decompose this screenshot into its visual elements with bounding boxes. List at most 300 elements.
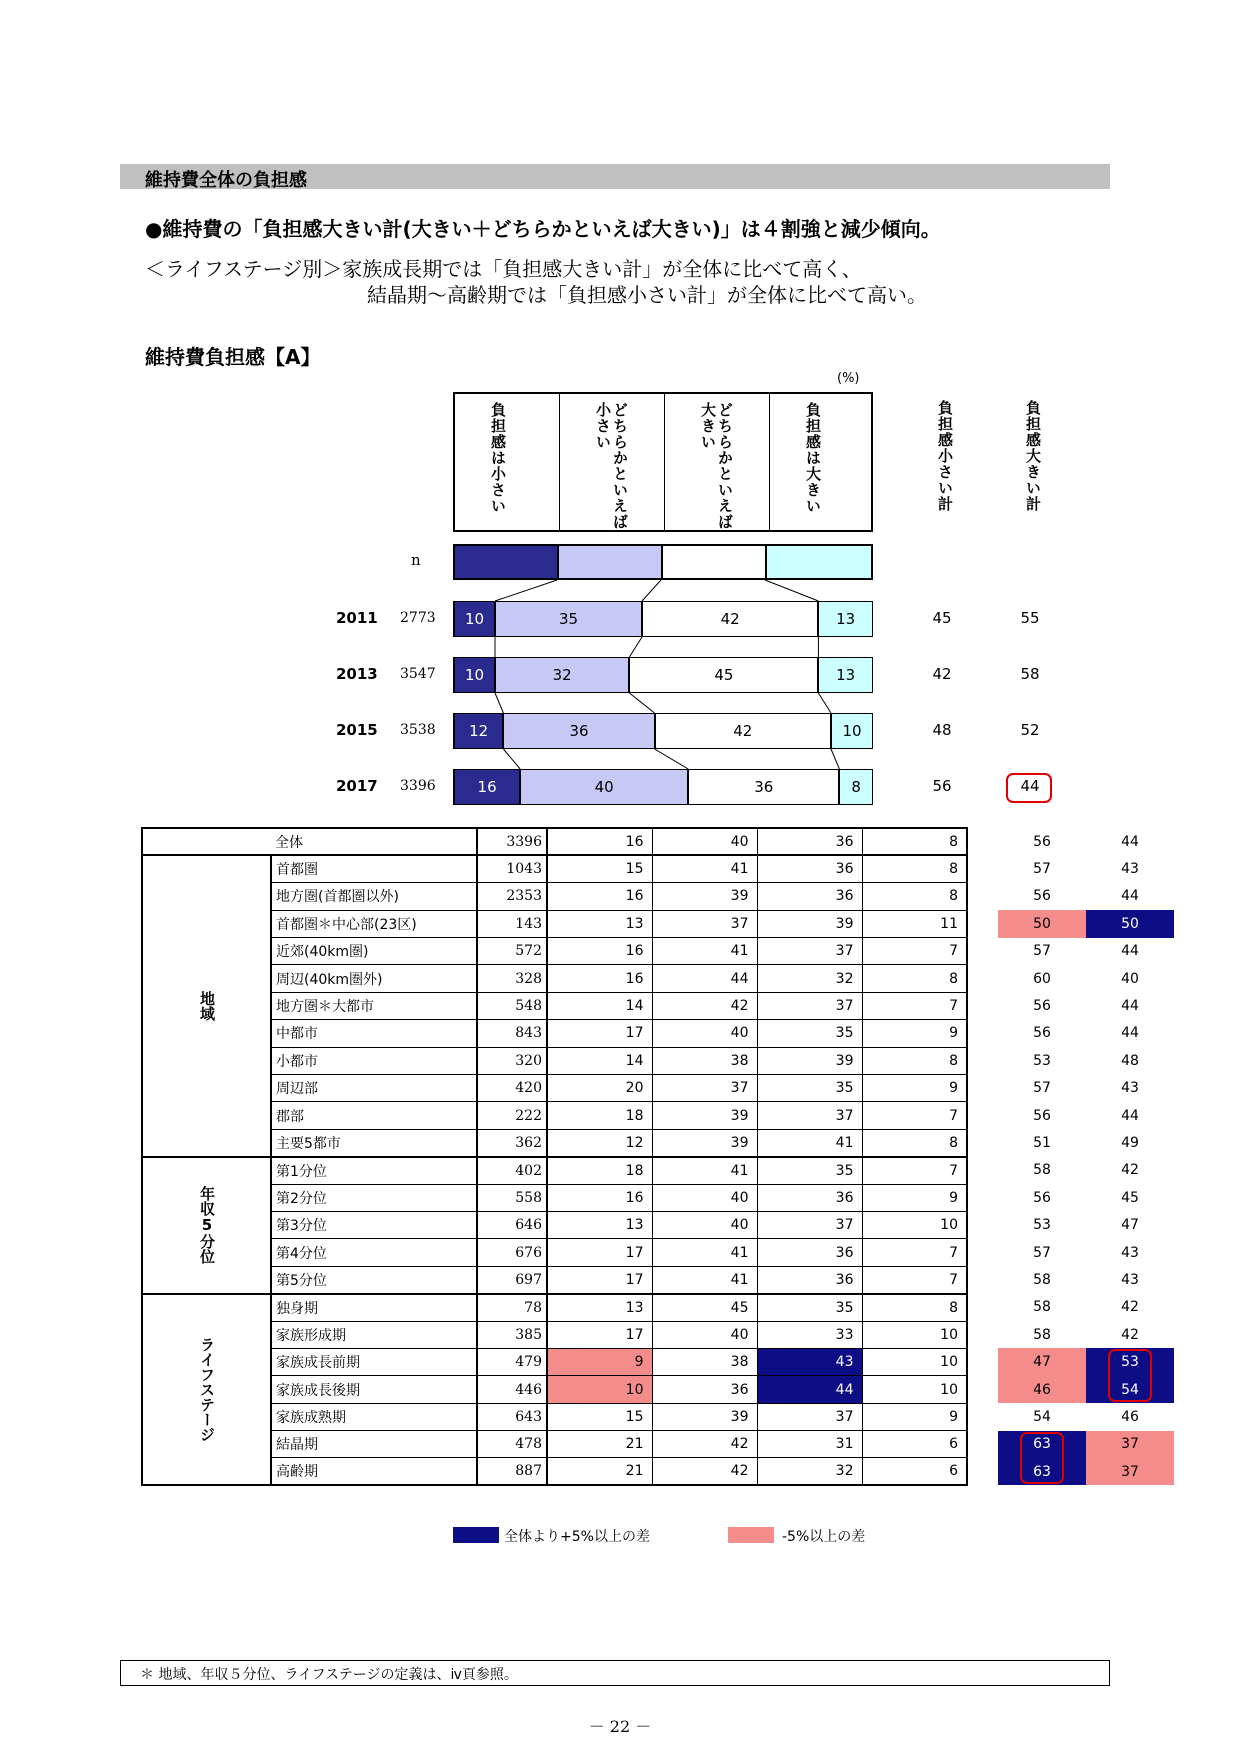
connector-line — [831, 749, 839, 769]
connector-line — [818, 693, 831, 713]
row-value-4: 7 — [862, 992, 967, 1019]
row-value-2: 41 — [652, 1157, 757, 1184]
row-value-3: 31 — [757, 1431, 862, 1458]
row-value-2: 41 — [652, 855, 757, 882]
row-value-2: 37 — [652, 910, 757, 937]
spacer — [967, 1129, 998, 1156]
row-large-total: 42 — [1121, 1162, 1139, 1179]
bar-segment: 32 — [495, 657, 629, 693]
row-label: 中都市 — [271, 1020, 477, 1047]
row-large-total: 44 — [1121, 1025, 1139, 1042]
row-value-4: 6 — [862, 1458, 967, 1485]
row-n: 2353 — [477, 883, 547, 910]
row-value-1: 13 — [547, 1211, 652, 1238]
row-value-2: 41 — [652, 938, 757, 965]
row-n: 143 — [477, 910, 547, 937]
bar-segment: 10 — [453, 657, 495, 693]
row-value-3: 39 — [757, 910, 862, 937]
table-row — [142, 1047, 1174, 1074]
row-value-2: 39 — [652, 1403, 757, 1430]
breakdown-table — [141, 827, 1175, 1486]
row-n: 78 — [477, 1294, 547, 1321]
bar-n-label: 3396 — [400, 778, 436, 794]
bar-n-label: 2773 — [400, 610, 436, 626]
row-small-total: 57 — [1033, 1080, 1051, 1097]
row-small-total: 56 — [1033, 1189, 1051, 1206]
row-value-4: 8 — [862, 1047, 967, 1074]
bar-segment: 36 — [688, 769, 839, 805]
table-row — [142, 1157, 1174, 1184]
row-large-total: 44 — [1121, 998, 1139, 1015]
row-value-4: 7 — [862, 1266, 967, 1293]
row-value-3: 37 — [757, 1211, 862, 1238]
highlight-box — [1020, 1432, 1064, 1485]
row-small-total: 60 — [1033, 970, 1051, 987]
row-large-total: 44 — [1121, 943, 1139, 960]
row-large-total: 44 — [1121, 888, 1139, 905]
row-small-total: 50 — [998, 910, 1086, 937]
subtext-line-2: 結晶期～高齢期では「負担感小さい計」が全体に比べて高い。 — [367, 283, 927, 307]
row-value-1: 20 — [547, 1075, 652, 1102]
group-label — [142, 1294, 271, 1486]
row-value-2: 39 — [652, 1102, 757, 1129]
row-value-3: 36 — [757, 1266, 862, 1293]
bar-segment: 45 — [629, 657, 818, 693]
row-n: 478 — [477, 1431, 547, 1458]
group-label-text: 年収5分位 — [198, 1186, 216, 1265]
row-small-total: 57 — [1033, 943, 1051, 960]
row-value-3: 44 — [757, 1376, 862, 1403]
row-value-3: 43 — [757, 1348, 862, 1375]
row-value-4: 10 — [862, 1211, 967, 1238]
chart-title: 維持費負担感【A】 — [145, 345, 321, 369]
row-n: 362 — [477, 1129, 547, 1156]
spacer — [967, 828, 998, 855]
row-n: 420 — [477, 1075, 547, 1102]
row-value-2: 44 — [652, 965, 757, 992]
row-value-1: 16 — [547, 1184, 652, 1211]
spacer — [967, 992, 998, 1019]
connector-line — [655, 749, 689, 769]
row-large-total: 46 — [1121, 1408, 1139, 1425]
group-label — [142, 855, 271, 1156]
row-value-1: 14 — [547, 992, 652, 1019]
row-label: 主要5都市 — [271, 1129, 477, 1156]
spacer — [967, 1294, 998, 1321]
spacer — [967, 883, 998, 910]
row-n: 572 — [477, 938, 547, 965]
column-header-somewhat-small-text: どちらかといえば小さい — [594, 402, 629, 530]
row-small-total: 51 — [1033, 1134, 1051, 1151]
row-label: 地方圏＊大都市 — [271, 992, 477, 1019]
spacer — [967, 1239, 998, 1266]
row-label: 近郊(40km圏) — [271, 938, 477, 965]
row-large-total: 37 — [1086, 1458, 1174, 1485]
row-value-2: 45 — [652, 1294, 757, 1321]
spacer — [967, 965, 998, 992]
row-value-1: 14 — [547, 1047, 652, 1074]
row-value-3: 39 — [757, 1047, 862, 1074]
column-header-large-text: 負担感は大きい — [804, 402, 822, 514]
row-value-2: 40 — [652, 1184, 757, 1211]
footnote: ＊ 地域、年収５分位、ライフステージの定義は、ⅳ頁参照。 — [140, 1667, 518, 1683]
highlight-box — [1108, 1349, 1152, 1402]
bar-large-total: 55 — [1020, 609, 1040, 627]
table-row — [142, 1294, 1174, 1321]
row-label: 高齢期 — [271, 1458, 477, 1485]
row-value-3: 37 — [757, 1403, 862, 1430]
row-n: 3396 — [477, 828, 547, 855]
row-large-total: 43 — [1121, 1244, 1139, 1261]
row-value-4: 11 — [862, 910, 967, 937]
bar-segment: 13 — [818, 601, 873, 637]
row-small-total: 57 — [1033, 861, 1051, 878]
spacer — [967, 1157, 998, 1184]
row-value-1: 16 — [547, 883, 652, 910]
row-small-total: 46 — [998, 1376, 1086, 1403]
table-row-total — [142, 828, 1174, 855]
row-large-total: 44 — [1121, 1107, 1139, 1124]
row-n: 402 — [477, 1157, 547, 1184]
row-value-2: 40 — [652, 1321, 757, 1348]
bar-segment: 40 — [520, 769, 688, 805]
row-label: 第5分位 — [271, 1266, 477, 1293]
row-small-total: 56 — [1033, 1107, 1051, 1124]
spacer — [967, 938, 998, 965]
bar-segment: 10 — [831, 713, 873, 749]
bar-segment: 42 — [642, 601, 818, 637]
group-label-text: 地域 — [198, 991, 216, 1022]
row-value-4: 8 — [862, 855, 967, 882]
row-value-1: 16 — [547, 828, 652, 855]
row-value-1: 18 — [547, 1157, 652, 1184]
table-row — [142, 1129, 1174, 1156]
bar-year-label: 2013 — [336, 665, 378, 683]
row-small-total: 53 — [1033, 1052, 1051, 1069]
row-value-4: 8 — [862, 965, 967, 992]
bar-small-total: 56 — [932, 777, 952, 795]
row-n: 558 — [477, 1184, 547, 1211]
row-value-1: 16 — [547, 965, 652, 992]
row-small-total: 56 — [1033, 1025, 1051, 1042]
row-value-3: 37 — [757, 992, 862, 1019]
bar-year-label: 2011 — [336, 609, 378, 627]
row-n: 676 — [477, 1239, 547, 1266]
subtext-line-1: ＜ライフステージ別＞家族成長期では「負担感大きい計」が全体に比べて高く、 — [145, 257, 862, 281]
row-n: 887 — [477, 1458, 547, 1485]
connector-line — [495, 580, 557, 601]
row-value-2: 36 — [652, 1376, 757, 1403]
row-small-total: 56 — [1033, 888, 1051, 905]
row-value-3: 35 — [757, 1020, 862, 1047]
connector-line — [629, 637, 642, 657]
connector-line — [503, 749, 520, 769]
row-n: 328 — [477, 965, 547, 992]
bar-segment: 16 — [453, 769, 520, 805]
table-row — [142, 965, 1174, 992]
table-row — [142, 1403, 1174, 1430]
row-value-2: 41 — [652, 1239, 757, 1266]
row-label: 地方圏(首都圏以外) — [271, 883, 477, 910]
legend-label-pink: -5%以上の差 — [782, 1529, 866, 1545]
row-label: 首都圏＊中心部(23区) — [271, 910, 477, 937]
row-value-1: 9 — [547, 1348, 652, 1375]
row-large-total: 44 — [1121, 833, 1139, 850]
row-value-1: 12 — [547, 1129, 652, 1156]
row-value-3: 36 — [757, 1184, 862, 1211]
row-value-2: 37 — [652, 1075, 757, 1102]
row-small-total: 56 — [1033, 998, 1051, 1015]
table-row — [142, 1184, 1174, 1211]
row-label: 首都圏 — [271, 855, 477, 882]
row-n: 222 — [477, 1102, 547, 1129]
row-n: 646 — [477, 1211, 547, 1238]
bar-n-label: 3547 — [400, 666, 436, 682]
row-value-4: 10 — [862, 1348, 967, 1375]
row-large-total: 45 — [1121, 1189, 1139, 1206]
group-label — [142, 1157, 271, 1294]
row-small-total: 58 — [1033, 1299, 1051, 1316]
row-label: 周辺部 — [271, 1075, 477, 1102]
table-row — [142, 1266, 1174, 1293]
row-large-total: 53 — [1086, 1348, 1174, 1375]
row-small-total: 58 — [1033, 1271, 1051, 1288]
spacer — [967, 1403, 998, 1430]
row-large-total: 37 — [1086, 1431, 1174, 1458]
spacer — [967, 1102, 998, 1129]
row-value-4: 9 — [862, 1020, 967, 1047]
row-small-total: 54 — [1033, 1408, 1051, 1425]
spacer — [967, 1431, 998, 1458]
legend-label-navy: 全体より+5%以上の差 — [504, 1529, 650, 1545]
column-header-small-text: 負担感は小さい — [489, 402, 507, 514]
row-value-1: 17 — [547, 1020, 652, 1047]
table-row — [142, 992, 1174, 1019]
row-n: 479 — [477, 1348, 547, 1375]
row-n: 697 — [477, 1266, 547, 1293]
row-label: 全体 — [271, 828, 477, 855]
row-value-4: 10 — [862, 1321, 967, 1348]
row-n: 446 — [477, 1376, 547, 1403]
summary-header-small: 負担感小さい計 — [936, 400, 954, 512]
row-value-3: 32 — [757, 965, 862, 992]
bar-year-label: 2017 — [336, 777, 378, 795]
row-large-total: 48 — [1121, 1052, 1139, 1069]
row-large-total: 42 — [1121, 1326, 1139, 1343]
row-n: 643 — [477, 1403, 547, 1430]
row-value-1: 15 — [547, 1403, 652, 1430]
bar-small-total: 42 — [932, 665, 952, 683]
bar-segment: 12 — [453, 713, 503, 749]
row-value-3: 41 — [757, 1129, 862, 1156]
row-large-total: 43 — [1121, 1080, 1139, 1097]
row-value-2: 42 — [652, 992, 757, 1019]
spacer — [967, 1458, 998, 1485]
row-value-3: 32 — [757, 1458, 862, 1485]
table-row — [142, 1348, 1174, 1375]
bar-segment: 35 — [495, 601, 642, 637]
row-value-1: 10 — [547, 1376, 652, 1403]
page-number: － 22 － — [588, 1717, 652, 1736]
row-value-2: 39 — [652, 883, 757, 910]
row-value-1: 15 — [547, 855, 652, 882]
row-label: 結晶期 — [271, 1431, 477, 1458]
bar-large-total: 58 — [1020, 665, 1040, 683]
connector-line — [495, 693, 503, 713]
row-value-4: 8 — [862, 828, 967, 855]
row-value-4: 8 — [862, 1129, 967, 1156]
row-label: 家族成長後期 — [271, 1376, 477, 1403]
legend-swatch-pink — [728, 1527, 774, 1543]
bar-connector-lines — [0, 0, 1240, 820]
row-label: 家族成熟期 — [271, 1403, 477, 1430]
bar-segment: 36 — [503, 713, 654, 749]
row-value-4: 7 — [862, 938, 967, 965]
row-value-4: 7 — [862, 1239, 967, 1266]
bar-large-total: 44 — [1020, 777, 1040, 795]
row-value-2: 40 — [652, 1020, 757, 1047]
row-small-total: 56 — [1033, 833, 1051, 850]
spacer — [967, 1047, 998, 1074]
table-row — [142, 1376, 1174, 1403]
row-large-total: 47 — [1121, 1217, 1139, 1234]
row-value-2: 38 — [652, 1348, 757, 1375]
unit-label: (%) — [837, 371, 860, 386]
row-label: 第2分位 — [271, 1184, 477, 1211]
table-row — [142, 883, 1174, 910]
bar-segment: 10 — [453, 601, 495, 637]
row-value-3: 33 — [757, 1321, 862, 1348]
connector-line — [629, 693, 654, 713]
row-value-4: 10 — [862, 1376, 967, 1403]
row-value-4: 9 — [862, 1075, 967, 1102]
spacer — [967, 1348, 998, 1375]
table-row — [142, 1020, 1174, 1047]
row-value-2: 41 — [652, 1266, 757, 1293]
row-large-total: 43 — [1121, 1271, 1139, 1288]
row-small-total: 53 — [1033, 1217, 1051, 1234]
row-value-1: 17 — [547, 1321, 652, 1348]
row-small-total: 63 — [998, 1458, 1086, 1485]
legend-swatch-navy — [453, 1527, 499, 1543]
row-value-3: 35 — [757, 1157, 862, 1184]
row-value-2: 42 — [652, 1431, 757, 1458]
row-value-1: 13 — [547, 1294, 652, 1321]
headline: ●維持費の「負担感大きい計(大きい＋どちらかといえば大きい)」は４割強と減少傾向。 — [145, 217, 941, 241]
row-label: 第4分位 — [271, 1239, 477, 1266]
row-n: 385 — [477, 1321, 547, 1348]
row-value-1: 18 — [547, 1102, 652, 1129]
row-value-3: 37 — [757, 1102, 862, 1129]
table-row — [142, 855, 1174, 882]
row-label: 周辺(40km圏外) — [271, 965, 477, 992]
row-n: 1043 — [477, 855, 547, 882]
row-value-2: 40 — [652, 828, 757, 855]
row-large-total: 42 — [1121, 1299, 1139, 1316]
bar-year-label: 2015 — [336, 721, 378, 739]
row-label: 郡部 — [271, 1102, 477, 1129]
row-value-1: 16 — [547, 938, 652, 965]
bar-segment: 8 — [839, 769, 873, 805]
bar-n-label: 3538 — [400, 722, 436, 738]
row-value-4: 9 — [862, 1184, 967, 1211]
bar-segment: 42 — [655, 713, 831, 749]
bar-small-total: 45 — [932, 609, 952, 627]
table-row — [142, 1239, 1174, 1266]
table-row — [142, 910, 1174, 937]
table-row — [142, 1321, 1174, 1348]
row-value-3: 36 — [757, 828, 862, 855]
bar-small-total: 48 — [932, 721, 952, 739]
spacer — [967, 1266, 998, 1293]
row-value-4: 6 — [862, 1431, 967, 1458]
n-label: n — [411, 551, 421, 569]
spacer — [967, 1211, 998, 1238]
row-large-total: 50 — [1086, 910, 1174, 937]
spacer — [967, 1020, 998, 1047]
spacer — [967, 1321, 998, 1348]
bar-segment: 13 — [818, 657, 873, 693]
row-n: 320 — [477, 1047, 547, 1074]
highlight-box — [1006, 773, 1052, 803]
row-small-total: 47 — [998, 1348, 1086, 1375]
row-value-4: 8 — [862, 1294, 967, 1321]
row-value-1: 17 — [547, 1239, 652, 1266]
spacer — [967, 855, 998, 882]
table-row — [142, 1075, 1174, 1102]
row-large-total: 49 — [1121, 1134, 1139, 1151]
group-label-blank — [142, 828, 271, 855]
row-value-4: 9 — [862, 1403, 967, 1430]
connector-line — [642, 580, 661, 601]
row-value-4: 7 — [862, 1102, 967, 1129]
row-small-total: 58 — [1033, 1162, 1051, 1179]
row-label: 小都市 — [271, 1047, 477, 1074]
row-n: 843 — [477, 1020, 547, 1047]
row-n: 548 — [477, 992, 547, 1019]
row-large-total: 43 — [1121, 861, 1139, 878]
row-value-1: 21 — [547, 1458, 652, 1485]
row-label: 第3分位 — [271, 1211, 477, 1238]
spacer — [967, 1075, 998, 1102]
row-value-3: 35 — [757, 1075, 862, 1102]
row-value-3: 36 — [757, 1239, 862, 1266]
row-value-1: 13 — [547, 910, 652, 937]
summary-header-large: 負担感大きい計 — [1024, 400, 1042, 512]
row-value-3: 36 — [757, 883, 862, 910]
row-small-total: 63 — [998, 1431, 1086, 1458]
row-label: 独身期 — [271, 1294, 477, 1321]
row-value-2: 39 — [652, 1129, 757, 1156]
spacer — [967, 910, 998, 937]
row-value-1: 21 — [547, 1431, 652, 1458]
row-large-total: 40 — [1121, 970, 1139, 987]
spacer — [967, 1184, 998, 1211]
row-large-total: 54 — [1086, 1376, 1174, 1403]
section-title: 維持費全体の負担感 — [145, 170, 307, 191]
row-value-1: 17 — [547, 1266, 652, 1293]
row-label: 家族形成期 — [271, 1321, 477, 1348]
bar-large-total: 52 — [1020, 721, 1040, 739]
row-value-2: 42 — [652, 1458, 757, 1485]
table-row — [142, 938, 1174, 965]
column-header-somewhat-large-text: どちらかといえば大きい — [699, 402, 734, 530]
row-value-4: 8 — [862, 883, 967, 910]
table-row — [142, 1211, 1174, 1238]
row-value-3: 35 — [757, 1294, 862, 1321]
row-value-3: 36 — [757, 855, 862, 882]
row-label: 家族成長前期 — [271, 1348, 477, 1375]
